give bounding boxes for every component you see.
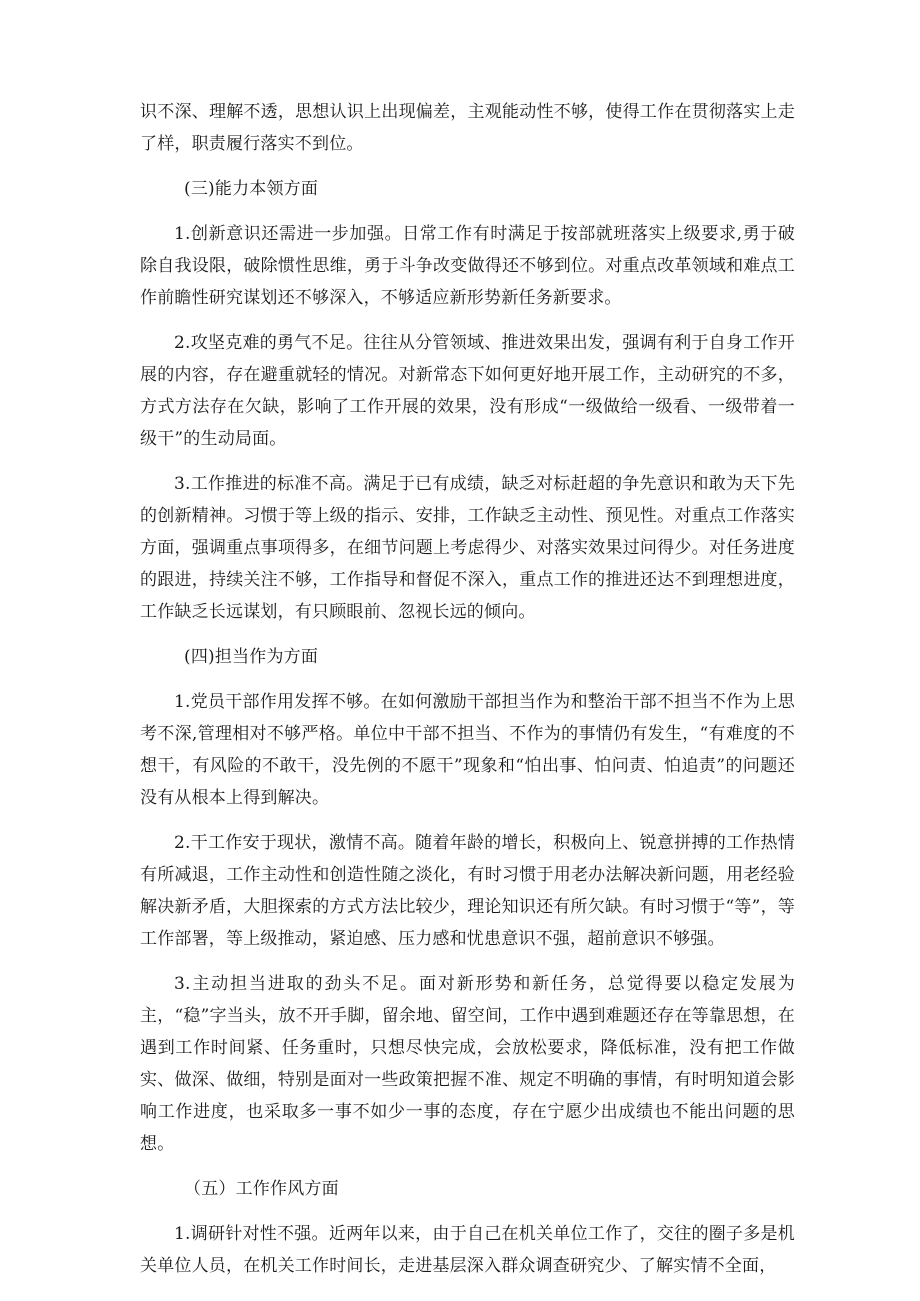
document-page (140, 96, 795, 1295)
section-heading-5: （五）工作作风方面 (184, 1179, 339, 1199)
paragraph-4-1: 1.党员干部作用发挥不够。在如何激励干部担当作为和整治干部不担当不作为上思考不深,管理相对不够严格。单位中干部不担当、不作为的事情仍有发生，“有难度的不想干，有风险的不敢干，没先例的不愿干”现象和“怕出事、怕问责、怕追责”的问题还没有从根本上得到解决。 (140, 692, 795, 808)
paragraph-5-1: 1.调研针对性不强。近两年以来，由于自己在机关单位工作了，交往的圈子多是机关单位人员，在机关工作时间长，走进基层深入群众调查研究少、了解实情不全面， (140, 1224, 795, 1276)
section-heading-4: (四)担当作为方面 (184, 647, 319, 667)
paragraph-4-3: 3.主动担当进取的劲头不足。面对新形势和新任务，总觉得要以稳定发展为主，“稳”字当头，放不开手脚，留余地、留空间，工作中遇到难题还存在等靠思想，在遇到工作时间紧、任务重时，只想尽快完成，会放松要求，降低标准，没有把工作做实、做深、做细，特别是面对一些政策把握不准、规定不明确的事情，有时明知道会影响工作进度，也采取多一事不如少一事的态度，存在宁愿少出成绩也不能出问题的思想。 (140, 974, 795, 1154)
paragraph-3-3: 3.工作推进的标准不高。满足于已有成绩，缺乏对标赶超的争先意识和敢为天下先的创新精神。习惯于等上级的指示、安排，工作缺乏主动性、预见性。对重点工作落实方面，强调重点事项得多，在细节问题上考虑得少、对落实效果过问得少。对任务进度的跟进，持续关注不够，工作指导和督促不深入，重点工作的推进还达不到理想进度，工作缺乏长远谋划，有只顾眼前、忽视长远的倾向。 (140, 474, 795, 622)
paragraph-continued: 识不深、理解不透，思想认识上出现偏差，主观能动性不够，使得工作在贯彻落实上走了样，职责履行落实不到位。 (140, 102, 795, 154)
paragraph-3-2: 2.攻坚克难的勇气不足。往往从分管领域、推进效果出发，强调有利于自身工作开展的内容，存在避重就轻的情况。对新常态下如何更好地开展工作，主动研究的不多，方式方法存在欠缺，影响了工作开展的效果，没有形成“一级做给一级看、一级带着一级干”的生动局面。 (140, 333, 795, 449)
paragraph-4-2: 2.干工作安于现状，激情不高。随着年龄的增长，积极向上、锐意拼搏的工作热情有所减退，工作主动性和创造性随之淡化，有时习惯于用老办法解决新问题，用老经验解决新矛盾，大胆探索的方式方法比较少，理论知识还有所欠缺。有时习惯于“等”，等工作部署，等上级推动，紧迫感、压力感和忧患意识不强，超前意识不够强。 (140, 833, 795, 949)
section-heading-3: (三)能力本领方面 (184, 179, 319, 199)
paragraph-3-1: 1.创新意识还需进一步加强。日常工作有时满足于按部就班落实上级要求,勇于破除自我设限，破除惯性思维，勇于斗争改变做得还不够到位。对重点改革领域和难点工作前瞻性研究谋划还不够深入，不够适应新形势新任务新要求。 (140, 224, 795, 308)
